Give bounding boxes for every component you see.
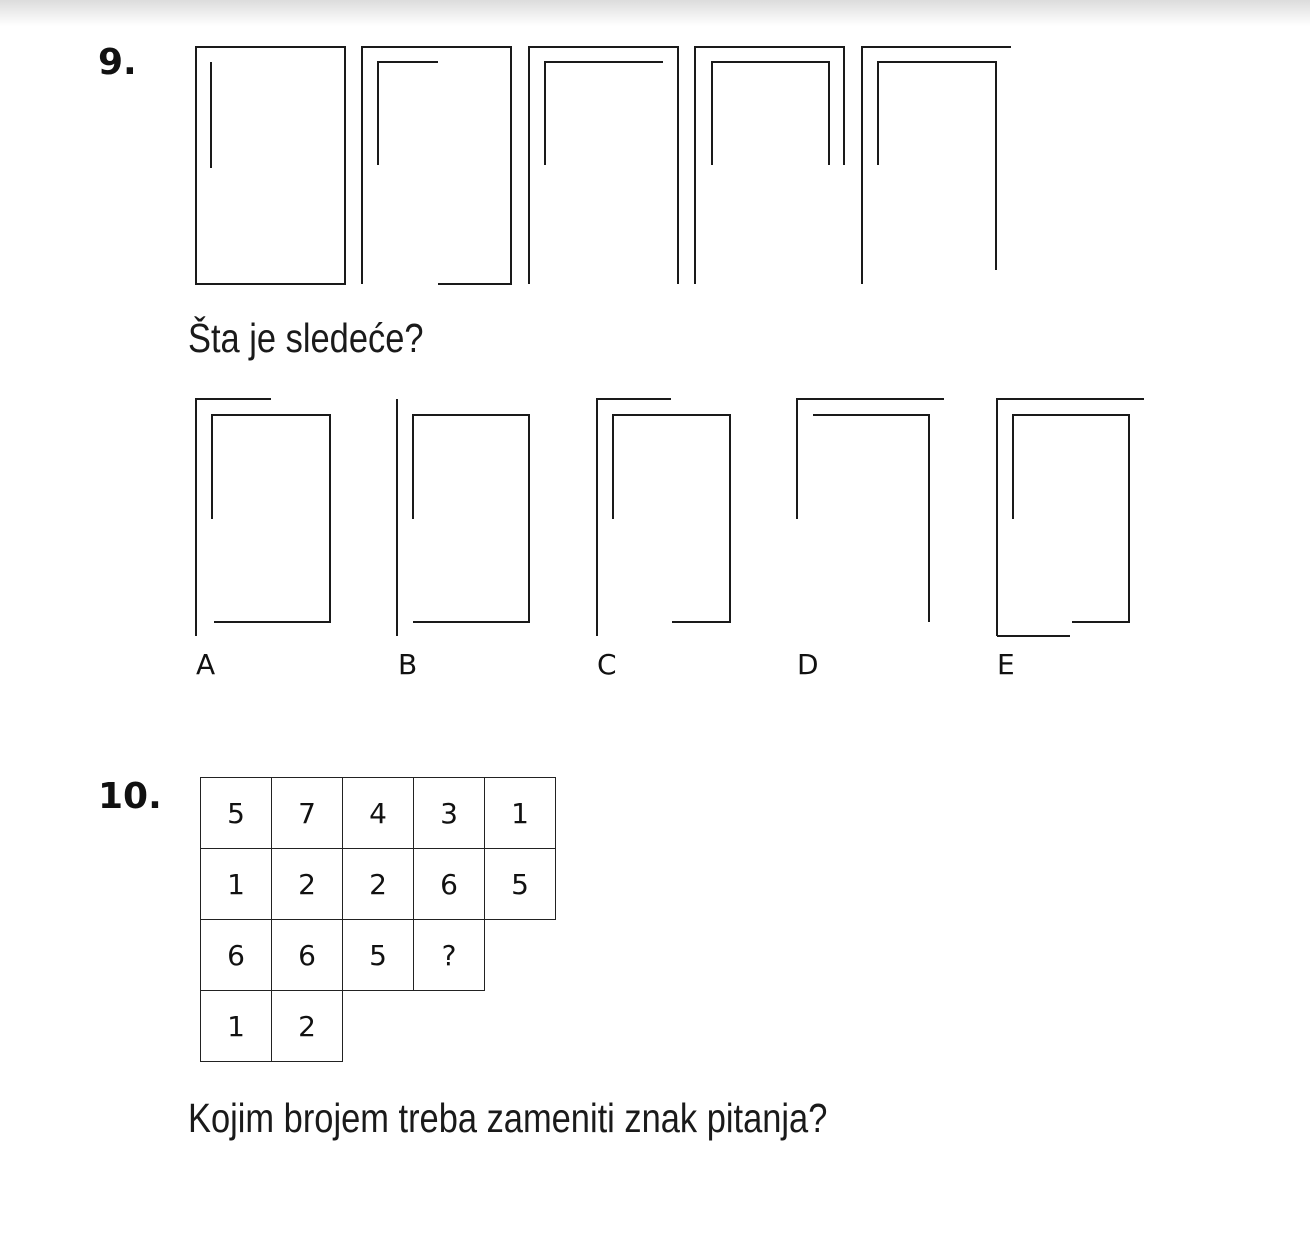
option-a-figure (196, 399, 330, 636)
question-9-number: 9. (98, 42, 137, 83)
sequence-figure-3 (529, 47, 678, 284)
grid-cell: 6 (413, 848, 485, 920)
sequence-figure-4 (695, 47, 844, 284)
grid-cell: 1 (200, 990, 272, 1062)
grid-cell: 1 (484, 777, 556, 849)
option-e-label: E (997, 648, 1015, 681)
option-d-label: D (797, 648, 819, 681)
option-b-figure (397, 399, 529, 636)
grid-cell: 2 (271, 990, 343, 1062)
option-d-figure (797, 399, 944, 622)
grid-cell: 5 (200, 777, 272, 849)
sequence-figure-2 (362, 47, 511, 284)
option-c-figure (597, 399, 730, 636)
sequence-figure-5 (862, 47, 1011, 284)
option-a-label: A (196, 648, 216, 681)
grid-cell: 5 (484, 848, 556, 920)
grid-cell: 3 (413, 777, 485, 849)
grid-cell-question-mark: ? (413, 919, 485, 991)
option-e-figure (997, 399, 1144, 636)
grid-cell: 7 (271, 777, 343, 849)
option-b-label: B (398, 648, 418, 681)
number-grid (200, 777, 560, 1067)
option-c-label: C (597, 648, 617, 681)
grid-cell: 6 (271, 919, 343, 991)
grid-cell: 2 (271, 848, 343, 920)
question-10-number: 10. (98, 776, 162, 817)
question-10-text: Kojim brojem treba zameniti znak pitanja? (188, 1095, 828, 1141)
grid-cell: 2 (342, 848, 414, 920)
question-9-text: Šta je sledeće? (188, 315, 424, 361)
grid-cell: 6 (200, 919, 272, 991)
grid-cell: 4 (342, 777, 414, 849)
sequence-figure-1 (196, 47, 345, 284)
grid-cell: 1 (200, 848, 272, 920)
grid-cell: 5 (342, 919, 414, 991)
